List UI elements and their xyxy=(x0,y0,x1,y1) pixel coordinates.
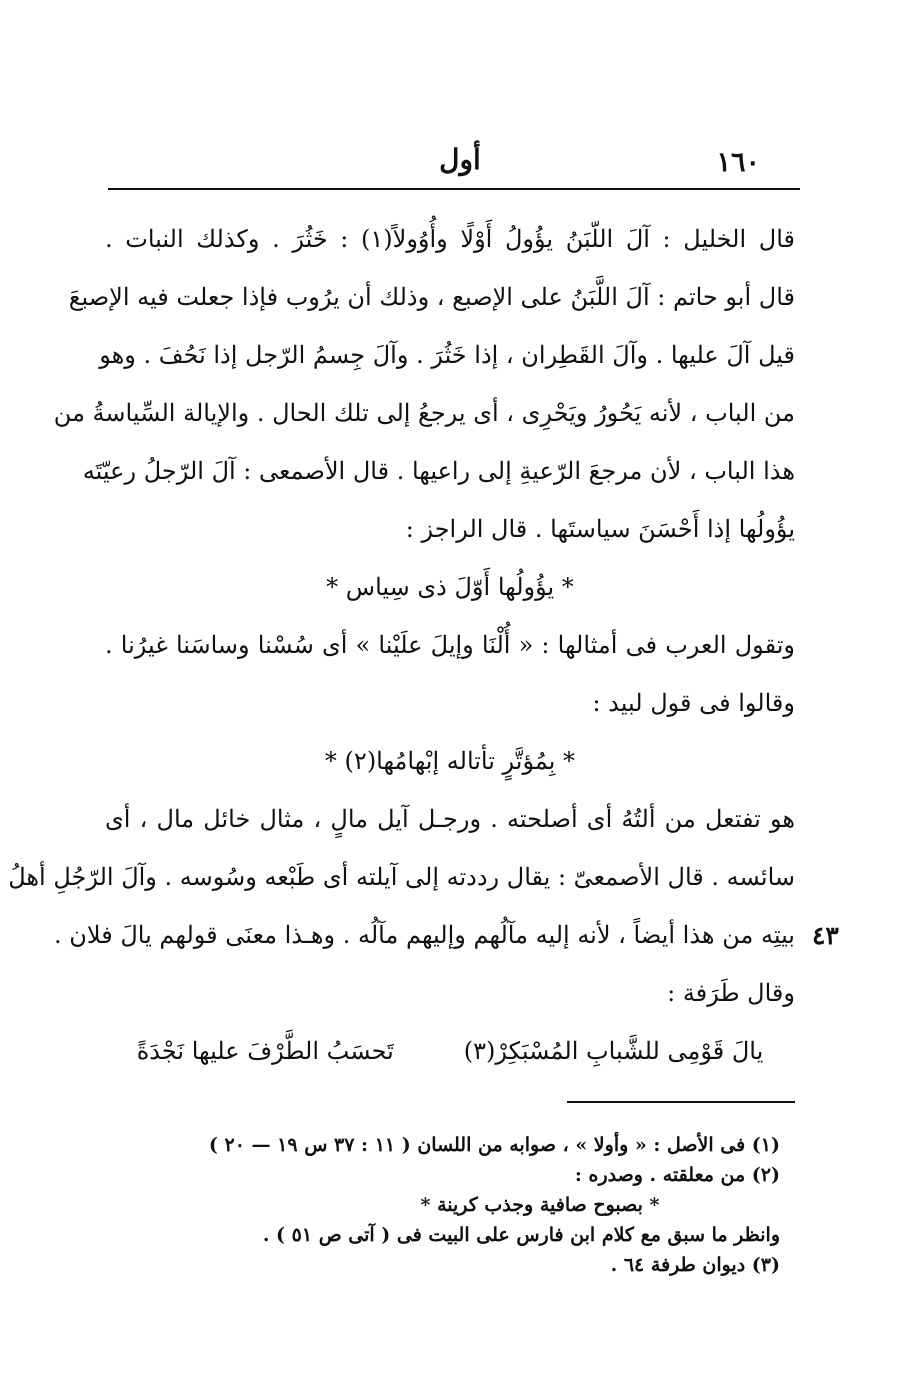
text-line: بيتِه من هذا أيضاً ، لأنه إليه مآلُهم وإليهم مآلُه . وهـذا معنَى قولهم يالَ فلان . xyxy=(54,921,795,949)
text-line: من الباب ، لأنه يَحُورُ ويَحْرِى ، أى يرجعُ إلى تلك الحال . والإيالة السِّياسةُ من xyxy=(53,399,795,427)
text-line: قال الخليل : آلَ اللّبَنُ يؤُولُ أَوْلًا وأُوُولاً(١) : خَثُرَ . وكذلك النبات . xyxy=(105,225,795,253)
header-rule xyxy=(108,188,800,190)
verse-couplet xyxy=(105,1022,795,1080)
margin-number: ٤٣ xyxy=(812,921,839,950)
text-line: سائسه . قال الأصمعىّ : يقال رددته إلى آيلته أى طَبْعه وسُوسه . وآلَ الرّجُلِ أهلُ xyxy=(8,863,795,891)
footnote-rule xyxy=(567,1101,795,1103)
footnote-2: (٢) من معلقته . وصدره : xyxy=(574,1164,780,1186)
footnotes xyxy=(180,1130,780,1280)
text-line: وقال طَرَفة : xyxy=(667,979,795,1007)
text-line: وقالوا فى قول لبيد : xyxy=(592,689,795,717)
text-line: يؤُولُها إذا أَحْسَنَ سياستَها . قال الراجز : xyxy=(405,515,795,543)
verse-hemistich-left: يالَ قَوْمِى للشَّبابِ المُسْبَكِرْ(٣) xyxy=(463,1037,764,1065)
text-line: هو تفتعل من ألتُهُ أى أصلحته . ورجـل آيل مالٍ ، مثال خائل مال ، أى xyxy=(105,805,795,833)
footnote-2-note: وانظر ما سبق مع كلام ابن فارس على البيت فى ( آتى ص ٥١ ) . xyxy=(262,1224,780,1246)
footnote-1: (١) فى الأصل : « وأولا » ، صوابه من اللسان ( ١١ : ٣٧ س ١٩ — ٢٠ ) xyxy=(208,1134,780,1156)
text-line: وتقول العرب فى أمثالها : « أُلْنَا وإيلَ علَيْنا » أى سُسْنا وساسَنا غيرُنا . xyxy=(105,631,795,659)
text-line: هذا الباب ، لأن مرجعَ الرّعيةِ إلى راعيها . قال الأصمعى : آلَ الرّجلُ رعيّتَه xyxy=(82,457,795,485)
text-line: قال أبو حاتم : آلَ اللَّبَنُ على الإصبع ، وذلك أن يرُوب فإذا جعلت فيه الإصبعَ xyxy=(68,283,795,311)
footnote-2-verse: * بصبوح صافية وجذب كرينة * xyxy=(420,1194,660,1216)
page-number: ١٦٠ xyxy=(716,147,760,178)
verse-line: * يؤُولُها أَوّلَ ذى سِياس * xyxy=(326,573,574,601)
main-text xyxy=(8,210,795,1080)
page-header xyxy=(110,143,800,185)
running-title: أول xyxy=(439,143,481,176)
verse-hemistich-right: تَحسَبُ الطَّرْفَ عليها نَجْدَةً xyxy=(136,1037,394,1065)
footnote-3: (٣) ديوان طرفة ٦٤ . xyxy=(610,1254,780,1276)
verse-line: * بِمُؤتَّرٍ تأتاله إبْهامُها(٢) * xyxy=(324,747,576,775)
text-line: قيل آلَ عليها . وآلَ القَطِران ، إذا خَثُرَ . وآلَ جِسمُ الرّجل إذا نَحُفَ . وهو xyxy=(99,341,795,369)
